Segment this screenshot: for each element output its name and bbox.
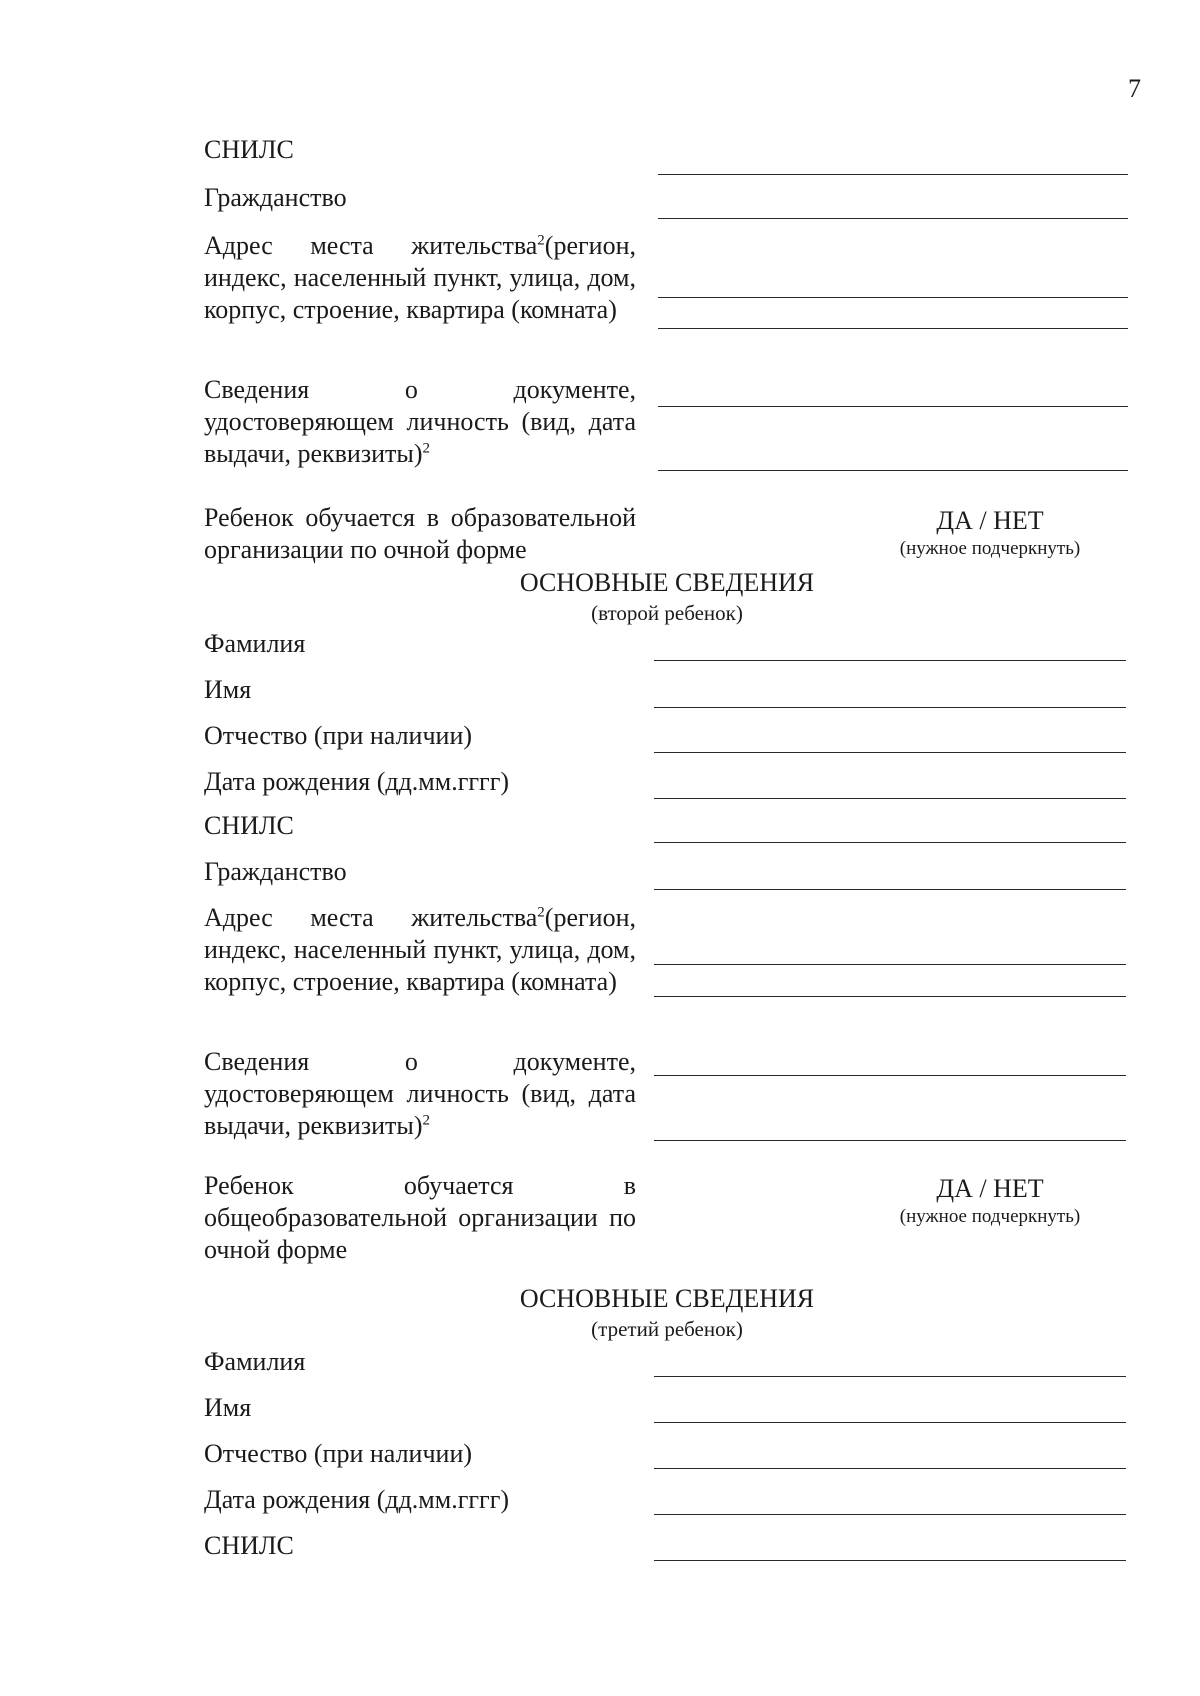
yes-no-choice[interactable]: ДА / НЕТ [936,506,1044,535]
surname-label: Фамилия [204,629,306,658]
studies-label: Ребенок обучается в образовательной организации по очной форме [204,503,636,564]
address-field-line-1[interactable] [654,964,1126,965]
address-field-line-1[interactable] [658,297,1128,298]
id-document-label: Сведения о документе, удостоверяющем личность (вид, дата выдачи, реквизиты)$^2$ [204,375,636,468]
id-document-field-line-2[interactable] [658,470,1128,471]
page-number: 7 [1128,74,1141,103]
patronymic-field[interactable] [654,1468,1126,1469]
section-subheading-second-child: (второй ребенок) [591,601,743,625]
id-document-label: Сведения о документе, удостоверяющем личность (вид, дата выдачи, реквизиты)$^2$ [204,1047,636,1140]
citizenship-field[interactable] [658,218,1128,219]
name-field[interactable] [654,707,1126,708]
choice-hint: (нужное подчеркнуть) [899,1206,1081,1227]
patronymic-label: Отчество (при наличии) [204,721,473,750]
id-document-field-line-2[interactable] [654,1140,1126,1141]
patronymic-field[interactable] [654,752,1126,753]
snils-field[interactable] [654,1560,1126,1561]
citizenship-label: Гражданство [204,857,347,886]
address-field-line-2[interactable] [658,328,1128,329]
id-document-field-line-1[interactable] [654,1075,1126,1076]
choice-hint: (нужное подчеркнуть) [899,538,1081,559]
birthdate-label: Дата рождения (дд.мм.гггг) [204,767,510,796]
surname-label: Фамилия [204,1347,306,1376]
name-label: Имя [204,675,252,704]
patronymic-label: Отчество (при наличии) [204,1439,473,1468]
snils-label: СНИЛС [204,811,294,840]
citizenship-field[interactable] [654,889,1126,890]
birthdate-label: Дата рождения (дд.мм.гггг) [204,1485,510,1514]
id-document-field-line-1[interactable] [658,406,1128,407]
section-subheading-third-child: (третий ребенок) [591,1317,743,1341]
snils-label: СНИЛС [204,135,294,164]
snils-field[interactable] [658,174,1128,175]
birthdate-field[interactable] [654,798,1126,799]
name-field[interactable] [654,1422,1126,1423]
section-heading-second-child: ОСНОВНЫЕ СВЕДЕНИЯ [519,568,815,597]
birthdate-field[interactable] [654,1514,1126,1515]
citizenship-label: Гражданство [204,183,347,212]
address-label: Адрес места жительства$^2$(регион, индекс, населенный пункт, улица, дом, корпус, строение, квартира (комната) [204,903,636,996]
yes-no-choice[interactable]: ДА / НЕТ [936,1174,1044,1203]
section-heading-third-child: ОСНОВНЫЕ СВЕДЕНИЯ [519,1284,815,1313]
surname-field[interactable] [654,1376,1126,1377]
surname-field[interactable] [654,660,1126,661]
address-field-line-2[interactable] [654,996,1126,997]
snils-field[interactable] [654,842,1126,843]
name-label: Имя [204,1393,252,1422]
studies-label: Ребенок обучается в общеобразовательной организации по очной форме [204,1171,636,1264]
snils-label: СНИЛС [204,1531,294,1560]
address-label: Адрес места жительства$^2$(регион, индекс, населенный пункт, улица, дом, корпус, строение, квартира (комната) [204,231,636,324]
